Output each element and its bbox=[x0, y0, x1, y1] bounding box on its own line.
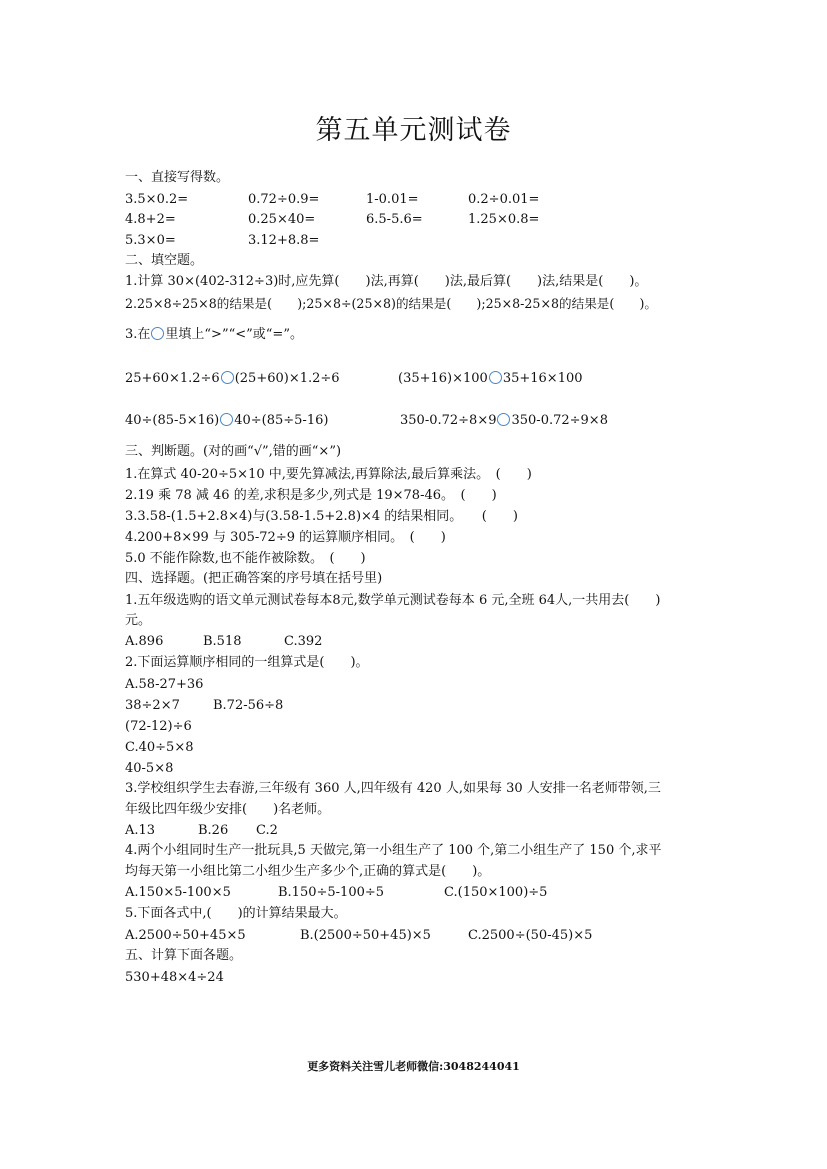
compare-right: 40÷(85÷5-16) bbox=[234, 413, 329, 428]
choice-option: A.2500÷50+45×5 bbox=[125, 928, 246, 943]
choice-question-4-cont: 均每天第一小组比第二小组少生产多少个,正确的算式是( )。 bbox=[125, 864, 491, 879]
compare-left: 40÷(85-5×16) bbox=[125, 413, 220, 428]
choice-option: 38÷2×7 bbox=[125, 698, 180, 713]
choice-option: C.2 bbox=[256, 823, 278, 838]
calc-question-1: 530+48×4÷24 bbox=[125, 970, 224, 985]
oral-calc-item: 0.2÷0.01= bbox=[468, 192, 540, 207]
oral-calc-item: 5.3×0= bbox=[125, 233, 176, 248]
choice-option: C.2500÷(50-45)×5 bbox=[468, 928, 593, 943]
answer-circle-icon[interactable] bbox=[489, 371, 502, 384]
oral-calc-item: 0.25×40= bbox=[248, 212, 316, 227]
choice-option: B.518 bbox=[203, 634, 242, 649]
fill-question-3-suffix: 里填上“>”“<”或“=”。 bbox=[165, 327, 303, 342]
choice-option: 40-5×8 bbox=[125, 761, 174, 776]
judge-item: 1.在算式 40-20÷5×10 中,要先算减法,再算除法,最后算乘法。 ( ) bbox=[125, 467, 532, 482]
compare-item bbox=[400, 413, 608, 429]
section-5-heading: 五、计算下面各题。 bbox=[125, 948, 243, 963]
judge-item: 4.200+8×99 与 305-72÷9 的运算顺序相同。 ( ) bbox=[125, 530, 446, 545]
answer-circle-icon[interactable] bbox=[221, 371, 234, 384]
fill-question-3 bbox=[125, 327, 303, 343]
choice-option: A.896 bbox=[125, 634, 164, 649]
judge-item: 5.0 不能作除数,也不能作被除数。 ( ) bbox=[125, 551, 366, 566]
choice-question-5: 5.下面各式中,( )的计算结果最大。 bbox=[125, 906, 347, 921]
compare-item bbox=[398, 371, 583, 387]
judge-item: 3.3.58-(1.5+2.8×4)与(3.58-1.5+2.8)×4 的结果相同。 ( ) bbox=[125, 509, 518, 524]
choice-question-1: 1.五年级选购的语文单元测试卷每本8元,数学单元测试卷每本 6 元,全班 64人,一共用去( ) bbox=[125, 593, 661, 608]
section-3-heading: 三、判断题。(对的画“√”,错的画“×”) bbox=[125, 444, 342, 459]
oral-calc-item: 4.8+2= bbox=[125, 212, 176, 227]
section-2-heading: 二、填空题。 bbox=[125, 253, 204, 268]
compare-right: (25+60)×1.2÷6 bbox=[234, 371, 340, 386]
compare-left: (35+16)×100 bbox=[398, 371, 488, 386]
oral-calc-item: 3.12+8.8= bbox=[248, 233, 320, 248]
fill-question-1: 1.计算 30×(402-312÷3)时,应先算( )法,再算( )法,最后算( )法,结果是( )。 bbox=[125, 274, 648, 289]
section-4-heading: 四、选择题。(把正确答案的序号填在括号里) bbox=[125, 571, 383, 586]
compare-left: 350-0.72÷8×9 bbox=[400, 413, 497, 428]
compare-item bbox=[125, 413, 328, 429]
compare-item bbox=[125, 371, 340, 387]
choice-question-2: 2.下面运算顺序相同的一组算式是( )。 bbox=[125, 655, 369, 670]
choice-option: C.(150×100)÷5 bbox=[444, 885, 548, 900]
choice-option: B.26 bbox=[198, 823, 229, 838]
section-1-heading: 一、直接写得数。 bbox=[125, 170, 230, 185]
answer-circle-icon[interactable] bbox=[220, 413, 233, 426]
choice-question-3: 3.学校组织学生去春游,三年级有 360 人,四年级有 420 人,如果每 30 人安排一名老师带领,三 bbox=[125, 781, 661, 796]
oral-calc-item: 1.25×0.8= bbox=[468, 212, 540, 227]
fill-question-3-prefix: 3.在 bbox=[125, 327, 151, 342]
answer-circle-icon[interactable] bbox=[497, 413, 510, 426]
footer-note: 更多资料关注雪儿老师微信:3048244041 bbox=[307, 1060, 520, 1073]
choice-option: C.392 bbox=[284, 634, 323, 649]
fill-question-2: 2.25×8÷25×8的结果是( );25×8÷(25×8)的结果是( );25×8-25×8的结果是( )。 bbox=[125, 296, 657, 311]
answer-circle-icon[interactable] bbox=[151, 327, 164, 340]
choice-option: B.150÷5-100÷5 bbox=[278, 885, 385, 900]
choice-option: A.150×5-100×5 bbox=[125, 885, 231, 900]
choice-option: C.40÷5×8 bbox=[125, 740, 194, 755]
choice-option: B.(2500÷50+45)×5 bbox=[300, 928, 431, 943]
choice-question-3-cont: 年级比四年级少安排( )名老师。 bbox=[125, 802, 331, 817]
compare-right: 350-0.72÷9×8 bbox=[511, 413, 608, 428]
compare-left: 25+60×1.2÷6 bbox=[125, 371, 220, 386]
page-title: 第五单元测试卷 bbox=[315, 115, 512, 146]
oral-calc-item: 0.72÷0.9= bbox=[248, 192, 320, 207]
judge-item: 2.19 乘 78 减 46 的差,求积是多少,列式是 19×78-46。 ( ) bbox=[125, 488, 497, 503]
choice-question-4: 4.两个小组同时生产一批玩具,5 天做完,第一小组生产了 100 个,第二小组生产了 150 个,求平 bbox=[125, 843, 662, 858]
oral-calc-item: 3.5×0.2= bbox=[125, 192, 189, 207]
choice-option: B.72-56÷8 bbox=[213, 698, 284, 713]
oral-calc-item: 1-0.01= bbox=[366, 192, 419, 207]
oral-calc-item: 6.5-5.6= bbox=[366, 212, 423, 227]
choice-option: A.13 bbox=[125, 823, 156, 838]
choice-option: A.58-27+36 bbox=[125, 677, 204, 692]
choice-question-1-cont: 元。 bbox=[125, 613, 152, 628]
choice-option: (72-12)÷6 bbox=[125, 719, 192, 734]
compare-right: 35+16×100 bbox=[502, 371, 583, 386]
